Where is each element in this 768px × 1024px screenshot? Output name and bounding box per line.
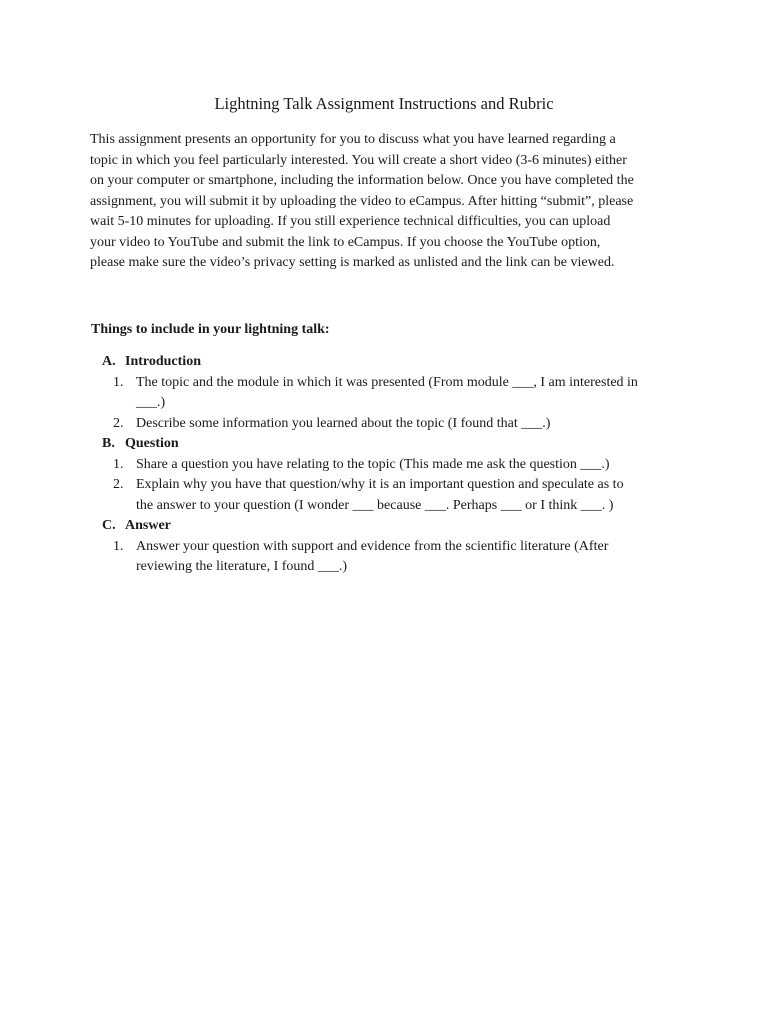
list-item-number: 2. — [113, 415, 124, 431]
list-item — [0, 455, 768, 476]
list-item-line: the answer to your question (I wonder ___ because ___. Perhaps ___ or I think ___. ) — [136, 497, 614, 513]
list-item-text — [136, 373, 768, 414]
section-label: Question — [125, 436, 179, 451]
list-item-number: 1. — [113, 538, 124, 554]
list-item-number: 1. — [113, 374, 124, 390]
section-label: Introduction — [125, 354, 201, 369]
list-item-line: The topic and the module in which it was presented (From module ___, I am interested in — [136, 374, 638, 390]
list-item-line: reviewing the literature, I found ___.) — [136, 559, 348, 574]
intro-line: please make sure the video’s privacy setting is marked as unlisted and the link can be viewed. — [90, 255, 615, 270]
list-item — [0, 537, 768, 578]
section-heading — [0, 434, 768, 455]
list-item-number: 2. — [113, 477, 124, 492]
list-item-text — [136, 537, 768, 578]
section-heading — [0, 516, 768, 537]
section-letter: A. — [102, 354, 116, 369]
list-item-number: 1. — [113, 456, 124, 472]
intro-line: on your computer or smartphone, including the information below. Once you have completed the — [90, 173, 634, 188]
list-item — [0, 414, 768, 435]
intro-line: your video to YouTube and submit the link to eCampus. If you choose the YouTube option, — [90, 234, 601, 250]
list-item-text — [136, 475, 768, 516]
list-item-line: Describe some information you learned about the topic (I found that ___.) — [136, 415, 551, 431]
section-letter: B. — [102, 436, 115, 451]
list-item-line: Share a question you have relating to the topic (This made me ask the question ___.) — [136, 456, 610, 472]
list-item-text — [136, 455, 768, 476]
document-title: Lightning Talk Assignment Instructions and Rubric — [214, 94, 554, 113]
list-item — [0, 475, 768, 516]
intro-line: This assignment presents an opportunity for you to discuss what you have learned regarding a — [90, 132, 616, 147]
sections-list — [0, 352, 768, 578]
things-heading: Things to include in your lightning talk: — [91, 322, 330, 337]
section-heading — [0, 352, 768, 373]
intro-line: assignment, you will submit it by uploading the video to eCampus. After hitting “submit”, please — [90, 193, 634, 209]
list-item-line: Answer your question with support and evidence from the scientific literature (After — [136, 538, 609, 554]
list-item-line: ___.) — [136, 395, 166, 410]
section-label: Answer — [125, 518, 171, 533]
intro-paragraph — [90, 130, 690, 274]
list-item — [0, 373, 768, 414]
intro-line: wait 5-10 minutes for uploading. If you still experience technical difficulties, you can upload — [90, 214, 611, 229]
section-letter: C. — [102, 518, 116, 533]
list-item-line: Explain why you have that question/why it is an important question and speculate as to — [136, 477, 624, 492]
intro-line: topic in which you feel particularly interested. You will create a short video (3-6 minutes) either — [90, 152, 627, 168]
list-item-text — [136, 414, 768, 435]
